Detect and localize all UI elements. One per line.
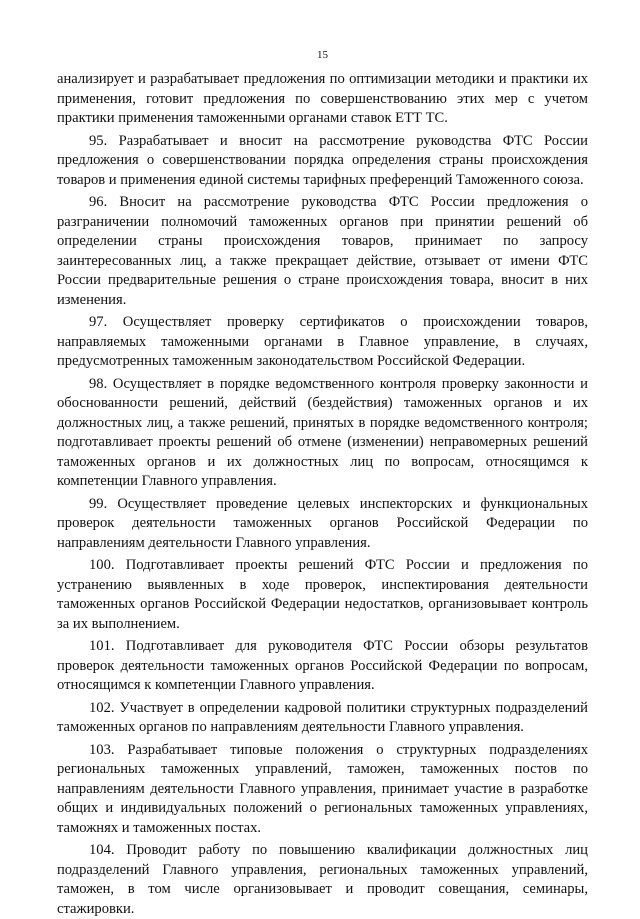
page-number: 15 <box>317 49 328 61</box>
paragraph-96: 96. Вносит на рассмотрение руководства ФТС России предложения о разграничении полномочий таможенных органов при принятии решений об определении страны происхождения товаров, принимает по запросу заинтересованных лиц, а также прекращает действие, отзывает от имени ФТС России предварительные решения о стране происхождения товара, вносит в них изменения. <box>57 194 588 308</box>
paragraph-99: 99. Осуществляет проведение целевых инспекторских и функциональных проверок деятельности таможенных органов Российской Федерации по направлениям деятельности Главного управления. <box>57 495 588 551</box>
paragraph-continuation: анализирует и разрабатывает предложения по оптимизации методики и практики их применения, готовит предложения по совершенствованию этих мер с учетом практики применения таможенными органами ставок ЕТТ ТС. <box>57 71 588 126</box>
paragraph-103: 103. Разрабатывает типовые положения о структурных подразделениях региональных таможенных управлений, таможен, таможенных постов по направлениям деятельности Главного управления, принимает участие в разработке общих и индивидуальных положений о региональных таможенных управлениях, таможнях и таможенных постах. <box>57 741 588 836</box>
paragraph-101: 101. Подготавливает для руководителя ФТС России обзоры результатов проверок деятельности таможенных органов Российской Федерации по вопросам, относящимся к компетенции Главного управления. <box>57 638 588 693</box>
paragraph-102: 102. Участвует в определении кадровой политики структурных подразделений таможенных органов по направлениям деятельности Главного управления. <box>57 699 588 735</box>
paragraph-95: 95. Разрабатывает и вносит на рассмотрение руководства ФТС России предложения о совершенствовании порядка определения страны происхождения товаров и применения единой системы тарифных преференций Таможенного союза. <box>57 132 588 188</box>
paragraph-97: 97. Осуществляет проверку сертификатов о происхождении товаров, направляемых таможенными органами в Главное управление, в случаях, предусмотренных таможенным законодательством Российской Федерации. <box>57 314 588 369</box>
paragraph-104: 104. Проводит работу по повышению квалификации должностных лиц подразделений Главного управления, региональных таможенных управлений, таможен, в том числе организовывает и проводит совещания, семинары, стажировки. <box>57 842 588 917</box>
paragraph-100: 100. Подготавливает проекты решений ФТС России и предложения по устранению выявленных в ходе проверок, инспектирования деятельности таможенных органов Российской Федерации недостатков, организовывает контроль за их выполнением. <box>57 557 588 632</box>
paragraph-98: 98. Осуществляет в порядке ведомственного контроля проверку законности и обоснованности решений, действий (бездействия) таможенных органов и их должностных лиц, а также решений, принятых в порядке ведомственного контроля; подготавливает проекты решений об отмене (изменении) неправомерных решений таможенных органов и их должностных лиц по вопросам, относящимся к компетенции Главного управления. <box>57 375 588 489</box>
